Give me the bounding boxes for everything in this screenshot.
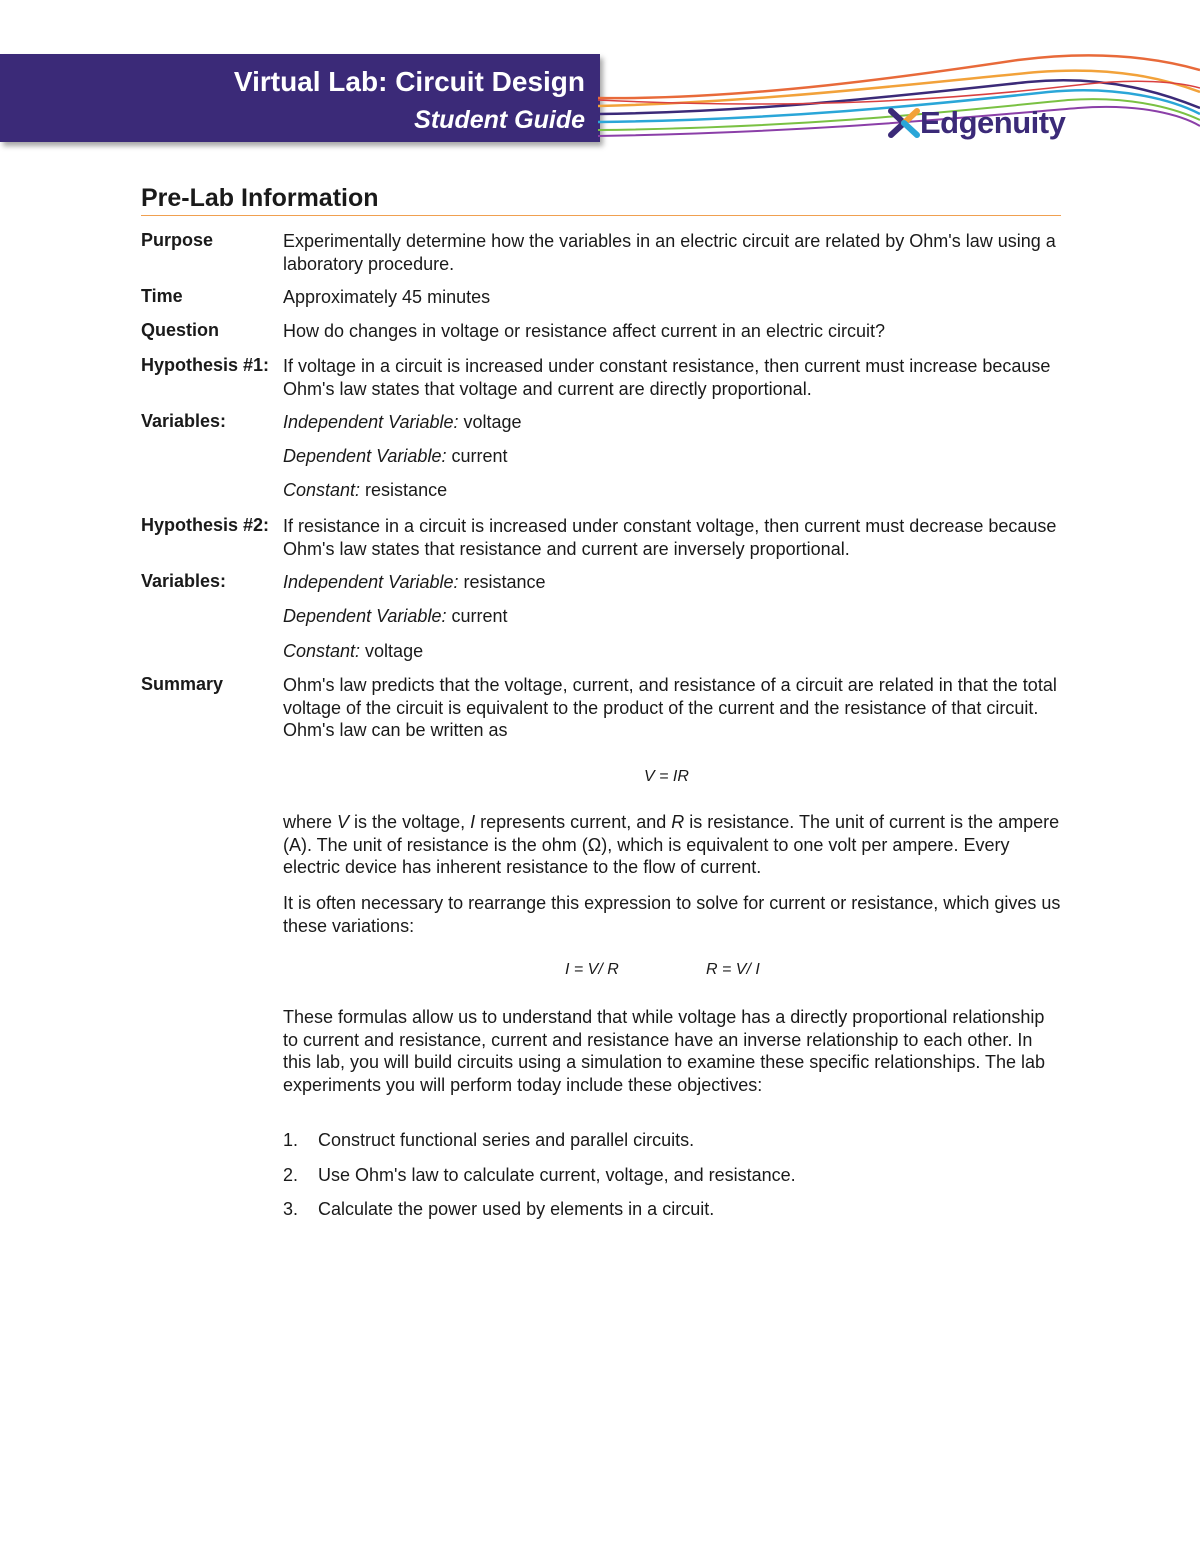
independent-variable-label: Independent Variable: [283,412,459,432]
section-divider [141,215,1061,216]
objective-text: Calculate the power used by elements in a circuit. [318,1199,715,1219]
hypothesis-1-value: If voltage in a circuit is increased under constant resistance, then current must increase because Ohm's law states that voltage and current are directly proportional. [283,356,1051,399]
purpose-value: Experimentally determine how the variables in an electric circuit are related by Ohm's law using a laboratory procedure. [283,231,1056,274]
edgenuity-logo [888,103,1065,143]
independent-variable-value: voltage [458,412,522,432]
document-title: Virtual Lab: Circuit Design [233,66,585,97]
variables-1-constant [283,479,1063,502]
summary-paragraph-4: These formulas allow us to understand that while voltage has a directly proportional relationship to current and resistance, current and resistance have an inverse relationship to each other. In this lab, you will build circuits using a simulation to examine these specific relationships. The lab experiments you will perform today include these objectives: [283,1007,1046,1095]
ohms-law-equation: V = IR [644,768,689,785]
independent-variable-value: resistance [458,572,546,592]
time-value: Approximately 45 minutes [283,287,491,307]
summary-paragraph-3: It is often necessary to rearrange this expression to solve for current or resistance, which gives us these variations: [283,893,1061,936]
objective-item [283,1199,714,1220]
purpose-label: Purpose [141,230,214,250]
objective-text: Construct functional series and parallel circuits. [318,1130,695,1150]
p2-symbol-i: I [470,812,476,832]
dependent-variable-label: Dependent Variable: [283,606,447,626]
variables-2-independent [283,571,1063,594]
p2-symbol-v: V [337,812,350,832]
dependent-variable-value: current [446,606,508,626]
objective-item [283,1130,694,1151]
objective-text: Use Ohm's law to calculate current, voltage, and resistance. [318,1165,796,1185]
question-value: How do changes in voltage or resistance affect current in an electric circuit? [283,321,885,341]
variables-2-constant [283,640,1063,663]
p2-text-a: where [283,812,338,832]
constant-value: voltage [360,641,424,661]
summary-paragraph-1: Ohm's law predicts that the voltage, current, and resistance of a circuit are related in that the total voltage of the circuit is equivalent to the product of the current and the resistance of that circuit. Ohm's law can be written as [283,675,1057,740]
section-title: Pre-Lab Information [141,184,379,212]
document-subtitle: Student Guide [414,106,585,134]
dependent-variable-label: Dependent Variable: [283,446,447,466]
p2-symbol-r: R [671,812,685,832]
p2-text-d: is resistance. The unit of current is the ampere (A). The unit of resistance is the ohm (Ω), which is equivalent to one volt per ampere. Every electric device has inherent resistance to the flow of current. [283,812,1060,877]
variables-2-label: Variables: [141,571,227,591]
current-equation: I = V/ R [565,961,619,978]
p2-text-b: is the voltage, [349,812,471,832]
hypothesis-2-label: Hypothesis #2: [141,515,270,535]
variables-1-dependent [283,445,1063,468]
variables-1-independent [283,411,1063,434]
variables-2-dependent [283,605,1063,628]
p2-text-c: represents current, and [475,812,672,832]
header-banner [0,54,600,142]
constant-label: Constant: [283,480,361,500]
summary-paragraph-2 [283,811,1063,879]
hypothesis-1-label: Hypothesis #1: [141,355,270,375]
time-label: Time [141,286,183,306]
question-label: Question [141,320,220,340]
variables-1-label: Variables: [141,411,227,431]
dependent-variable-value: current [446,446,508,466]
constant-value: resistance [360,480,448,500]
objective-number: 1. [283,1130,299,1150]
independent-variable-label: Independent Variable: [283,572,459,592]
objective-number: 2. [283,1165,299,1185]
edgenuity-x-icon [888,108,920,138]
constant-label: Constant: [283,641,361,661]
summary-label: Summary [141,674,224,694]
hypothesis-2-value: If resistance in a circuit is increased under constant voltage, then current must decrease because Ohm's law states that resistance and current are inversely proportional. [283,516,1057,559]
resistance-equation: R = V/ I [706,961,760,978]
logo-wordmark: Edgenuity [920,105,1066,140]
objective-number: 3. [283,1199,299,1219]
objective-item [283,1165,796,1186]
